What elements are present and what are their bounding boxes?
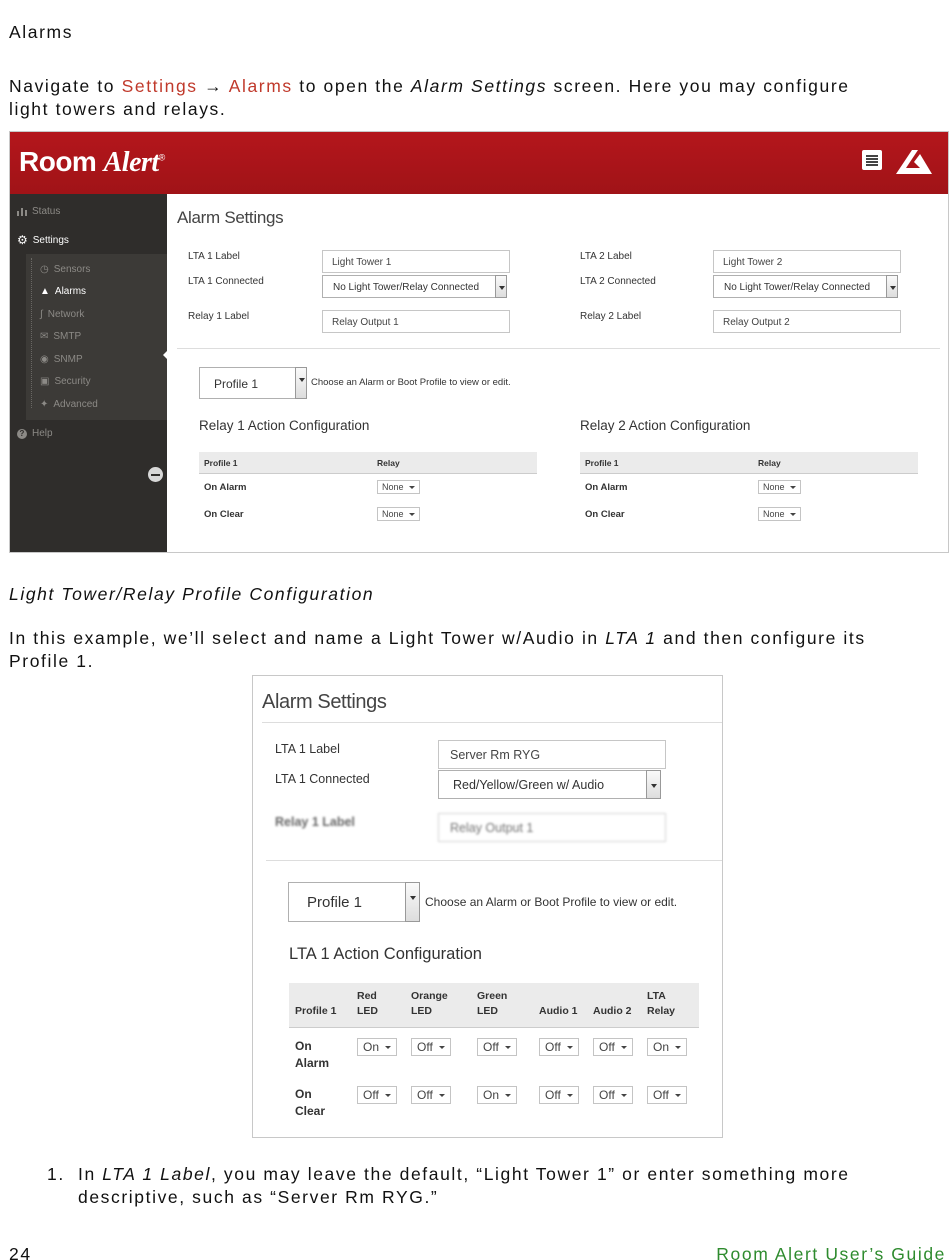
wrench-icon: ✦ [40,399,49,410]
relay1-label-caption: Relay 1 Label [275,815,355,829]
profile-select[interactable]: Profile 1 [199,367,307,399]
envelope-icon: ✉ [40,331,49,342]
relay1-on-clear-label: On Clear [204,509,244,520]
led-state-select[interactable]: On [477,1086,517,1104]
profile-hint: Choose an Alarm or Boot Profile to view or edit. [425,895,678,909]
relay1-label-input[interactable]: Relay Output 1 [438,813,666,842]
led-state-select[interactable]: Off [477,1038,517,1056]
led-state-select[interactable]: On [647,1038,687,1056]
arrow-icon: → [204,76,224,96]
lta1-connected-select[interactable]: Red/Yellow/Green w/ Audio [438,770,661,799]
config-title: LTA 1 Action Configuration [289,945,482,963]
chevron-down-icon[interactable] [495,275,507,298]
sidebar [10,194,167,553]
alarm-settings-screenshot [9,131,949,553]
led-state-select[interactable]: Off [411,1038,451,1056]
led-state-select[interactable]: On [357,1038,397,1056]
table-row-label: On Clear [295,1087,326,1118]
lta2-label-input[interactable]: Light Tower 2 [713,250,901,273]
sidebar-item-status[interactable]: Status [17,206,60,217]
relay1-config-title: Relay 1 Action Configuration [199,418,370,433]
sidebar-item-sensors[interactable]: ◷ Sensors [40,264,91,275]
lta1-label-caption: LTA 1 Label [275,742,340,756]
lta1-label-input[interactable]: Server Rm RYG [438,740,666,769]
gauge-icon: ◷ [40,264,49,275]
alarm-settings-panel [167,194,949,553]
chevron-down-icon[interactable] [405,882,420,922]
relay2-label-input[interactable]: Relay Output 2 [713,310,901,333]
relay1-label-caption: Relay 1 Label [188,311,250,322]
relay2-config-title: Relay 2 Action Configuration [580,418,751,433]
section-title: Alarms [9,22,74,42]
relay1-on-alarm-select[interactable]: None [377,480,420,494]
profile-hint: Choose an Alarm or Boot Profile to view or edit. [311,377,511,388]
led-state-select[interactable]: Off [357,1086,397,1104]
relay1-on-clear-select[interactable]: None [377,507,420,521]
intro-paragraph: Navigate to Settings → Alarms to open the Alarm Settings screen. Here you may configure light towers and relays. [9,76,850,119]
column-header: Orange LED [411,990,448,1017]
settings-submenu [26,254,167,420]
alarms-link[interactable]: Alarms [228,76,293,96]
lta2-connected-caption: LTA 2 Connected [580,276,656,287]
step-paragraph: In LTA 1 Label, you may leave the default, “Light Tower 1” or enter something more descriptive, such as “Server Rm RYG.” [78,1164,850,1207]
lta1-label-caption: LTA 1 Label [188,251,240,262]
lta2-connected-select[interactable]: No Light Tower/Relay Connected [713,275,898,298]
menu-icon[interactable] [862,150,882,170]
lta1-connected-select[interactable]: No Light Tower/Relay Connected [322,275,507,298]
gear-icon: ⚙ [17,233,28,247]
column-header: Red LED [357,990,378,1017]
lta2-label-caption: LTA 2 Label [580,251,632,262]
network-icon: ∫ [40,309,43,320]
lta1-connected-caption: LTA 1 Connected [188,276,264,287]
profile-select[interactable]: Profile 1 [288,882,420,922]
column-header: LTA Relay [647,990,676,1017]
column-header: Audio 2 [593,1005,632,1017]
column-header: Green LED [477,990,508,1017]
page-number: 24 [9,1244,32,1260]
lta1-connected-caption: LTA 1 Connected [275,772,370,786]
lta1-table-header [289,983,699,1028]
settings-link[interactable]: Settings [121,76,198,96]
led-state-select[interactable]: Off [593,1086,633,1104]
led-state-select[interactable]: Off [647,1086,687,1104]
relay1-on-alarm-label: On Alarm [204,482,247,493]
led-state-select[interactable]: Off [539,1038,579,1056]
sidebar-item-alarms[interactable]: ▲ Alarms [40,286,87,297]
relay2-on-clear-select[interactable]: None [758,507,801,521]
column-header: Audio 1 [539,1005,578,1017]
bar-chart-icon [17,207,27,216]
lta1-label-input[interactable]: Light Tower 1 [322,250,510,273]
sidebar-item-settings[interactable]: ⚙ Settings [17,233,69,247]
briefcase-icon: ▣ [40,376,50,387]
chevron-down-icon[interactable] [295,367,307,399]
sidebar-item-help[interactable]: ? Help [17,428,53,439]
lta1-config-screenshot [252,675,723,1138]
table-row-label: On Alarm [295,1039,330,1070]
collapse-sidebar-icon[interactable] [148,467,163,482]
page-title: Alarm Settings [262,691,387,713]
brand-logo-icon [892,146,934,178]
page-title: Alarm Settings [177,208,284,227]
relay2-label-caption: Relay 2 Label [580,311,642,322]
sidebar-item-security[interactable]: ▣ Security [40,376,91,387]
led-state-select[interactable]: Off [539,1086,579,1104]
led-state-select[interactable]: Off [593,1038,633,1056]
sidebar-item-snmp[interactable]: ◉ SNMP [40,354,83,365]
relay1-label-input[interactable]: Relay Output 1 [322,310,510,333]
relay2-on-alarm-select[interactable]: None [758,480,801,494]
megaphone-icon: ▲ [40,286,50,297]
app-header [10,132,948,194]
footer-title: Room Alert User’s Guide [716,1244,946,1260]
help-icon: ? [17,429,27,439]
room-alert-logo: Room Alert® [19,146,165,178]
relay1-table-header: Profile 1 Relay [199,452,537,474]
sidebar-item-smtp[interactable]: ✉ SMTP [40,331,82,342]
column-header: Profile 1 [295,1005,337,1017]
sidebar-item-network[interactable]: ∫ Network [40,309,85,320]
relay2-on-alarm-label: On Alarm [585,482,628,493]
relay2-on-clear-label: On Clear [585,509,625,520]
step-number: 1. [47,1164,65,1184]
subsection-title: Light Tower/Relay Profile Configuration [9,584,375,604]
sidebar-item-advanced[interactable]: ✦ Advanced [40,399,98,410]
example-paragraph: In this example, we’ll select and name a Light Tower w/Audio in LTA 1 and then configure its Profile 1. [9,628,866,671]
led-state-select[interactable]: Off [411,1086,451,1104]
relay2-table-header: Profile 1 Relay [580,452,918,474]
chevron-down-icon[interactable] [646,770,661,799]
snmp-icon: ◉ [40,354,49,365]
chevron-down-icon[interactable] [886,275,898,298]
